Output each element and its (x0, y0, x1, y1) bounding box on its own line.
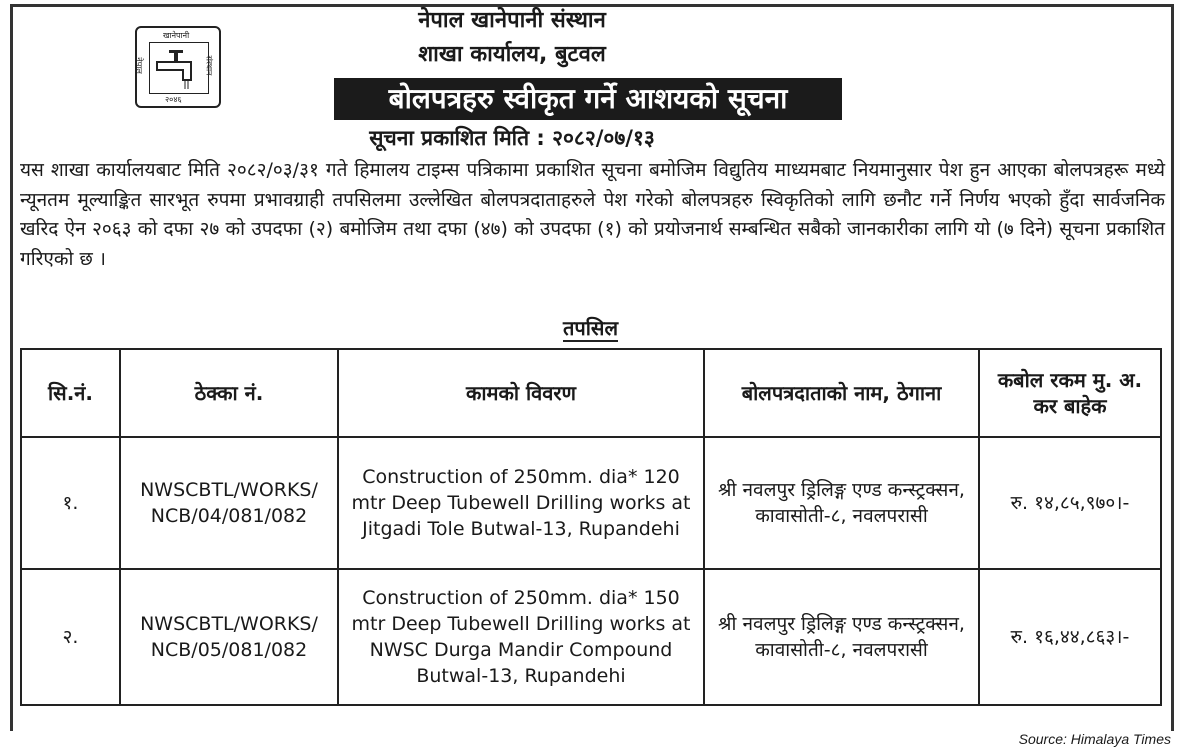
col-description: कामको विवरण (338, 349, 704, 437)
col-sn: सि.नं. (21, 349, 120, 437)
table-header-row (21, 349, 1161, 437)
notice-body: यस शाखा कार्यालयबाट मिति २०८२/०३/३१ गते हिमालय टाइम्स पत्रिकामा प्रकाशित सूचना बमोजिम विद्युतिय माध्यमबाट नियमानुसार पेश हुन आएका बोलपत्रहरू मध्ये न्यूनतम मूल्याङ्कित सारभूत रुपमा प्रभावग्राही तपसिलमा उल्लेखित बोलपत्रदाताहरुले पेश गरेको बोलपत्रहरु स्विकृतिको लागि छनौट गर्ने निर्णय भएको हुँदा सार्वजनिक खरिद ऐन २०६३ को दफा २७ को उपदफा (२) बमोजिम तथा दफा (४७) को उपदफा (१) को प्रयोजनार्थ सम्बन्धित सबैको जानकारीका लागि यो (७ दिने) सूचना प्रकाशित गरिएको छ । (20, 159, 1165, 270)
cell-description: Construction of 250mm. dia* 120 mtr Deep Tubewell Drilling works at Jitgadi Tole Butwal-13, Rupandehi (338, 437, 704, 569)
cell-sn: २. (21, 569, 120, 705)
table-title: तपसिल (562, 316, 619, 340)
office-name: शाखा कार्यालय, बुटवल (418, 42, 606, 67)
table-row (21, 437, 1161, 569)
org-name: नेपाल खानेपानी संस्थान (418, 8, 606, 33)
source-credit: Source: Himalaya Times (1018, 731, 1171, 747)
logo-text-top: खानेपानी (163, 31, 190, 40)
logo-text-left: नेपाल (134, 57, 144, 74)
col-amount: कबोल रकम मु. अ. कर बाहेक (979, 349, 1161, 437)
cell-amount: रु. १४,८५,९७०।- (979, 437, 1161, 569)
cell-bidder: श्री नवलपुर ड्रिलिङ्ग एण्ड कन्स्ट्रक्सन, कावासोती-८, नवलपरासी (704, 437, 979, 569)
col-bidder: बोलपत्रदाताको नाम, ठेगाना (704, 349, 979, 437)
cell-contract: NWSCBTL/WORKS/ NCB/05/081/082 (120, 569, 338, 705)
col-contract: ठेक्का नं. (120, 349, 338, 437)
cell-description: Construction of 250mm. dia* 150 mtr Deep Tubewell Drilling works at NWSC Durga Mandir Compound Butwal-13, Rupandehi (338, 569, 704, 705)
table-row (21, 569, 1161, 705)
cell-bidder: श्री नवलपुर ड्रिलिङ्ग एण्ड कन्स्ट्रक्सन, कावासोती-८, नवलपरासी (704, 569, 979, 705)
cell-contract: NWSCBTL/WORKS/ NCB/04/081/082 (120, 437, 338, 569)
logo-text-right: संस्थान (204, 55, 214, 76)
logo-text-bottom: २०४६ (165, 95, 182, 104)
publish-date: सूचना प्रकाशित मिति : २०८२/०७/१३ (369, 126, 655, 150)
bid-table (20, 348, 1162, 706)
notice-title: बोलपत्रहरु स्वीकृत गर्ने आशयको सूचना (334, 78, 842, 120)
cell-amount: रु. १६,४४,८६३।- (979, 569, 1161, 705)
cell-sn: १. (21, 437, 120, 569)
